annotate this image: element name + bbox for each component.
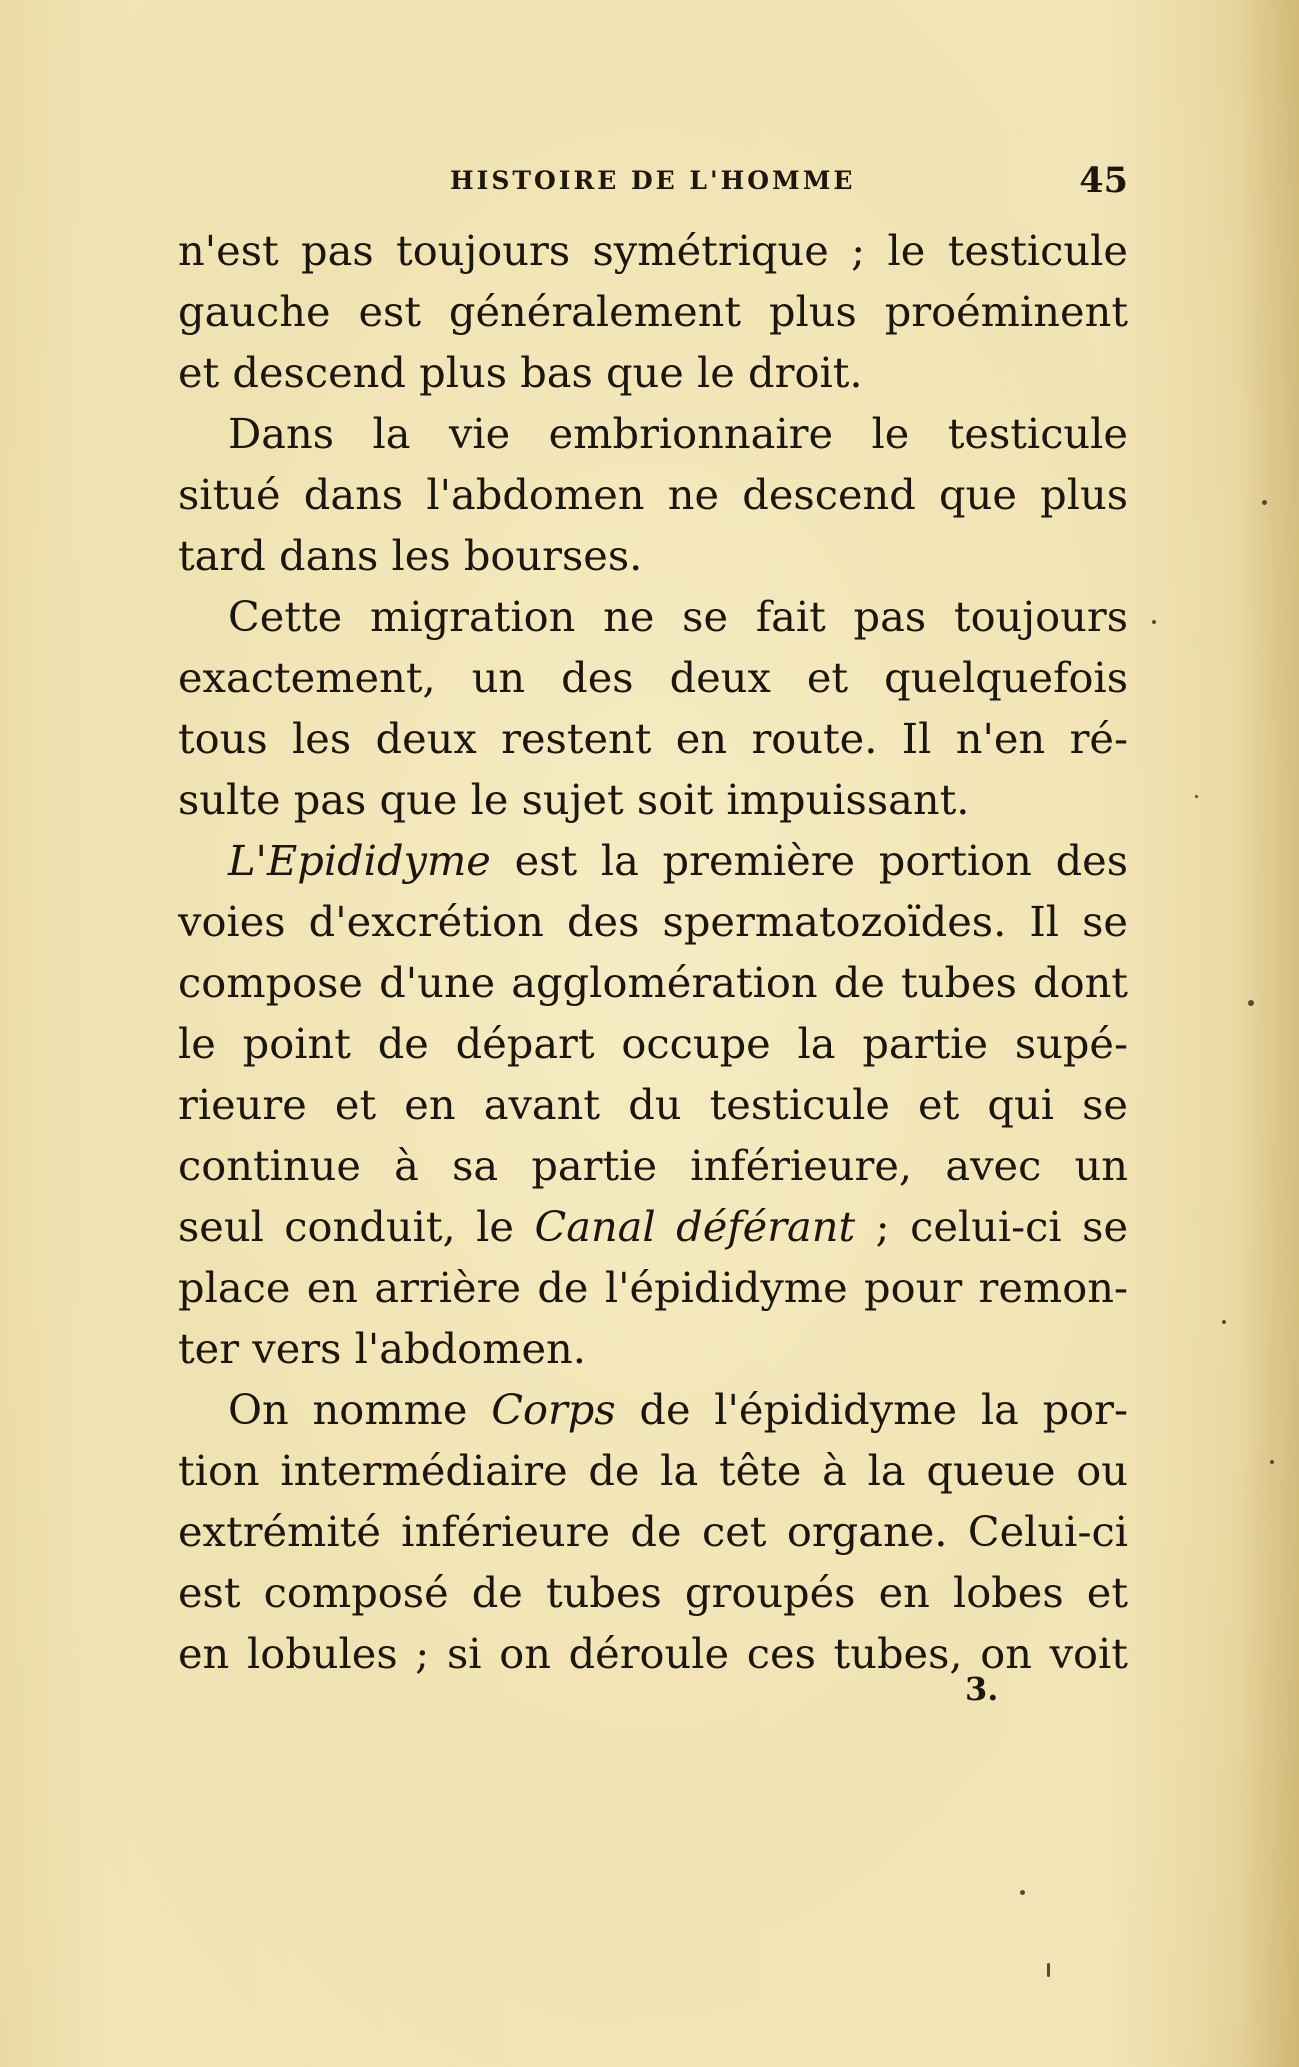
body-text xyxy=(178,220,1128,1684)
text-line: rieure et en avant du testicule et qui se xyxy=(178,1080,1128,1129)
page-number: 45 xyxy=(1079,160,1128,201)
running-head xyxy=(178,160,1128,200)
text-line: n'est pas toujours symétrique ; le testicule xyxy=(178,226,1128,275)
text-line: continue à sa partie inférieure, avec un xyxy=(178,1141,1128,1190)
page-edge-shadow xyxy=(1239,0,1299,2067)
text-line: en lobules ; si on déroule ces tubes, on voit xyxy=(178,1629,1128,1678)
text-line: sulte pas que le sujet soit impuissant. xyxy=(178,775,970,824)
paper-speck xyxy=(1020,1890,1025,1895)
text-line: On nomme Corps de l'épididyme la por- xyxy=(228,1385,1128,1434)
text-line: situé dans l'abdomen ne descend que plus xyxy=(178,470,1128,519)
text-line: Dans la vie embrionnaire le testicule xyxy=(228,409,1128,458)
text-line: Cette migration ne se fait pas toujours xyxy=(228,592,1128,641)
signature-mark: 3. xyxy=(965,1670,999,1708)
text-line: tard dans les bourses. xyxy=(178,531,643,580)
text-line: extrémité inférieure de cet organe. Celui-ci xyxy=(178,1507,1128,1556)
text-line: place en arrière de l'épididyme pour remon- xyxy=(178,1263,1128,1312)
paper-speck xyxy=(1047,1963,1050,1977)
running-title: HISTOIRE DE L'HOMME xyxy=(450,166,856,195)
text-line: voies d'excrétion des spermatozoïdes. Il se xyxy=(178,897,1128,946)
text-line: seul conduit, le Canal déférant ; celui-ci se xyxy=(178,1202,1129,1251)
text-line: le point de départ occupe la partie supé- xyxy=(178,1019,1128,1068)
text-line: est composé de tubes groupés en lobes et xyxy=(178,1568,1128,1617)
text-line: et descend plus bas que le droit. xyxy=(178,348,863,397)
text-line: compose d'une agglomération de tubes dont xyxy=(178,958,1128,1007)
text-line: gauche est généralement plus proéminent xyxy=(178,287,1128,336)
text-line: ter vers l'abdomen. xyxy=(178,1324,586,1373)
text-line: L'Epididyme est la première portion des xyxy=(228,836,1128,885)
paper-speck xyxy=(1248,1000,1254,1006)
paper-speck xyxy=(1222,1320,1226,1324)
paper-speck xyxy=(1262,500,1267,505)
paper-speck xyxy=(1195,795,1198,798)
text-line: tion intermédiaire de la tête à la queue ou xyxy=(178,1446,1128,1495)
text-line: tous les deux restent en route. Il n'en ré- xyxy=(178,714,1128,763)
text-line: exactement, un des deux et quelquefois xyxy=(178,653,1128,702)
paper-speck xyxy=(1152,620,1156,624)
paper-speck xyxy=(1270,1460,1274,1464)
